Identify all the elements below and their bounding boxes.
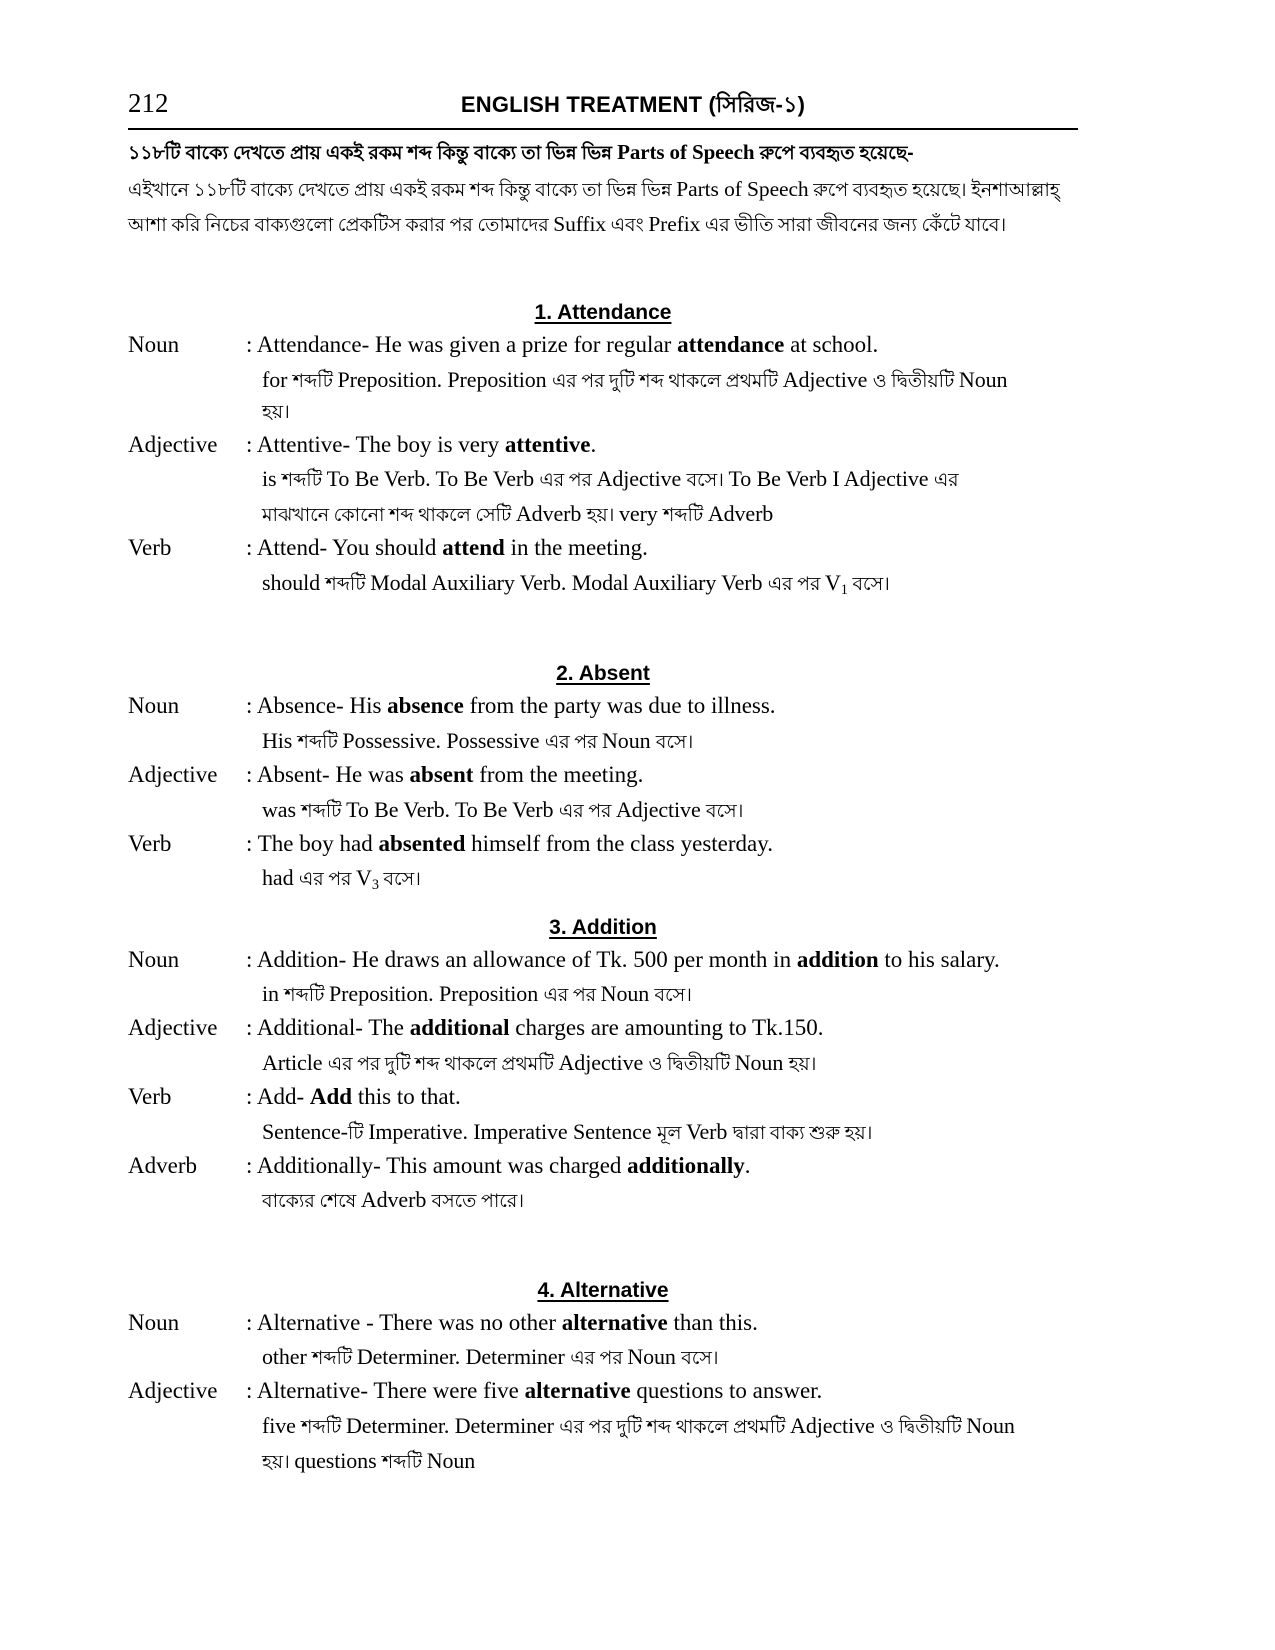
pos-label: Adjective [128,1015,218,1041]
rule-text-bn: শব্দটি [312,1348,357,1370]
grammar-rule-line [262,976,1078,1011]
rule-text-bn: বসে। [655,731,694,753]
pos-entry [128,532,1078,601]
rule-text-en: To Be Verb. To Be Verb [346,796,559,822]
rule-text-bn: শব্দটি [292,371,338,393]
rule-text-en: very [619,501,664,527]
rule-text-bn: বসে। [706,800,744,822]
sentence-prefix: : Absent- He was [246,762,410,787]
pos-entry-row [128,1307,1078,1340]
intro-line1-b: রুপে ব্যবহৃত হয়েছে। ইনশাআল্লাহ্ [808,179,1060,201]
rule-text-bn: বসে। [681,1348,719,1370]
sentence-keyword: absent [409,762,474,787]
section-title: 1. Attendance [534,301,672,325]
section-spacer [128,898,1078,910]
grammar-rule-line [262,496,1078,531]
pos-entry [128,329,1078,427]
pos-entry-row [128,690,1078,723]
verb-form-token [824,570,848,599]
rule-text-en: had [262,865,299,891]
intro-paragraph [128,172,1078,242]
grammar-rule-line [262,1443,1078,1478]
rule-text-en: Preposition. Preposition [329,981,544,1007]
rule-text-bn: এর পর [544,731,603,753]
rule-text-en: To Be Verb I Adjective [728,466,934,492]
rule-text-en: Determiner. Determiner [356,1344,571,1370]
lead-heading [128,139,1078,166]
rule-text-en: for [262,367,293,393]
example-sentence [246,690,1078,723]
grammar-rule-line [262,723,1078,758]
pos-entry [128,1150,1078,1218]
example-sentence [246,759,1078,792]
pos-entry-row [128,944,1078,977]
example-sentence [246,1307,1078,1340]
rule-text-en: Noun [426,1448,476,1474]
grammar-rule-line [262,565,1078,601]
rule-text-en: Preposition. Preposition [337,367,552,393]
sentence-suffix: to his salary. [878,946,1000,972]
rule-text-en: Sentence- [262,1118,348,1144]
sentence-keyword: attend [442,535,505,561]
intro-line1-a: এইখানে ১১৮টি বাক্যে দেখতে প্রায় একই রকম শব্দ কিন্তু বাক্যে তা ভিন্ন ভিন্ন [128,179,677,201]
rule-text-bn: এর পর দুটি শব্দ থাকলে প্রথমটি [559,1416,791,1438]
rule-text-bn: বসতে পারে। [431,1191,524,1213]
pos-label: Verb [128,830,172,856]
rule-text-en: Adjective [790,1412,881,1438]
rule-text-bn: হয়। [586,505,619,527]
rule-text-bn: এর পর [543,985,601,1007]
sentence-prefix: : Alternative- There were five [246,1378,525,1404]
rule-text-en: Adjective [596,466,687,492]
rule-text-en: Modal Auxiliary Verb. Modal Auxiliary Verb [370,570,768,596]
rule-text-bn: শব্দটি [281,470,327,492]
rule-text-bn: হয়। [262,402,290,424]
rule-text-bn: এর [933,470,959,492]
rule-text-bn: বসে। [686,470,729,492]
rule-text-en: Noun [627,1344,682,1370]
rule-text-en: Adjective [782,367,873,393]
rule-text-bn: ও দ্বিতীয়টি [648,1053,735,1075]
pos-entry [128,429,1078,532]
rule-text-bn: এর পর দুটি শব্দ থাকলে প্রথমটি [327,1053,559,1075]
intro-prefix-term: Prefix [648,211,701,236]
rule-text-bn: শব্দটি [301,1416,346,1438]
book-title-bn: (সিরিজ-১) [708,92,806,117]
rule-text-bn: টি [347,1122,369,1144]
example-sentence [246,828,1078,861]
rule-text-bn: ও দ্বিতীয়টি [872,371,959,393]
pos-label: Noun [128,693,180,719]
verb-form-letter: V [824,570,841,596]
pos-entry [128,690,1078,758]
grammar-rule-line [262,1339,1078,1374]
verb-form-letter: V [356,865,372,891]
section-title: 2. Absent [556,662,650,686]
intro-line1-term: Parts of Speech [676,176,809,201]
rule-text-en: Noun [734,1049,789,1075]
rule-text-en: Noun [602,727,656,753]
pos-entry-row [128,1012,1078,1045]
word-section [128,1279,1078,1479]
intro-line2-c: এর ভীতি সারা জীবনের জন্য কেঁটে যাবে। [700,214,1007,236]
sentence-keyword: addition [796,946,879,972]
sentence-prefix: : Add- [246,1084,310,1110]
grammar-rule-line [262,792,1078,827]
pos-entry-row [128,532,1078,565]
page-content [128,88,1078,1479]
sentence-keyword: attentive [504,431,591,457]
sections-container [128,241,1078,1478]
sentence-suffix: at school. [784,332,879,358]
rule-text-bn: বসে। [847,574,890,596]
word-section [128,916,1078,1218]
sentence-keyword: Add [309,1084,353,1110]
pos-entry-row [128,1150,1078,1183]
rule-text-en: Adjective [558,1049,649,1075]
pos-entry-row [128,1375,1078,1408]
pos-label: Adjective [128,762,218,787]
rule-text-bn: এর পর [570,1348,628,1370]
pos-entry-row [128,429,1078,462]
rule-text-en: To Be Verb. To Be Verb [326,466,540,492]
rule-text-bn: শব্দটি [284,985,330,1007]
rule-text-en: Article [262,1049,328,1075]
example-sentence [246,1375,1078,1408]
pos-label: Verb [128,1084,172,1110]
lead-term: Parts of Speech [617,140,755,164]
rule-text-en: Adverb [360,1187,432,1213]
rule-text-bn: মূল [656,1122,687,1144]
rule-text-bn: শব্দটি [325,574,371,596]
rule-text-bn: বাক্যের শেষে [262,1191,361,1213]
lead-bn-before: ১১৮টি বাক্যে দেখতে প্রায় একই রকম শব্দ কিন্তু বাক্যে তা ভিন্ন ভিন্ন [128,143,618,164]
pos-entry [128,944,1078,1012]
rule-text-en: Noun [600,981,655,1007]
pos-entry [128,828,1078,897]
section-spacer [128,602,1078,656]
grammar-rule-line [262,461,1078,496]
pos-label: Adjective [128,431,218,457]
sentence-suffix: from the party was due to illness. [463,693,776,719]
intro-line2-a: আশা করি নিচের বাক্যগুলো প্রেকটিস করার পর তোমাদের [128,214,554,236]
pos-entry-row [128,759,1078,792]
sentence-prefix: : The boy had [246,830,379,856]
pos-label: Noun [128,1309,180,1335]
sentence-suffix: from the meeting. [473,762,644,787]
rule-text-bn: মাঝখানে কোনো শব্দ থাকলে সেটি [262,505,516,527]
header-divider [128,128,1078,130]
example-sentence [246,1150,1078,1183]
sentence-prefix: : Additional- The [246,1015,410,1041]
page-number: 212 [128,88,169,118]
grammar-rule-line [262,362,1078,397]
rule-text-en: Imperative. Imperative Sentence [368,1118,657,1144]
word-section [128,662,1078,896]
sentence-suffix: charges are amounting to Tk.150. [509,1015,824,1041]
rule-text-bn: এর পর [539,470,597,492]
pos-entry [128,1012,1078,1080]
rule-text-en: other [262,1344,313,1370]
pos-label: Adjective [128,1378,218,1404]
pos-label: Adverb [128,1152,197,1178]
rule-text-en: was [262,796,302,822]
lead-bn-after: রুপে ব্যবহৃত হয়েছে- [754,143,914,164]
sentence-keyword: additionally [627,1152,745,1178]
grammar-rule-line [262,1408,1078,1443]
rule-text-en: His [262,727,298,753]
example-sentence [246,1012,1078,1045]
sentence-keyword: absented [378,830,466,856]
rule-text-en: Noun [958,367,1008,393]
section-title: 4. Alternative [537,1278,669,1302]
rule-text-bn: ও দ্বিতীয়টি [880,1416,967,1438]
grammar-rule-line [262,860,1078,896]
pos-entry-row [128,329,1078,362]
pos-entry [128,1307,1078,1375]
rule-text-en: Possessive. Possessive [342,727,545,753]
sentence-suffix: questions to answer. [630,1378,823,1404]
rule-text-bn: এর পর [767,574,825,596]
rule-text-en: Noun [966,1412,1015,1438]
sentence-suffix: . [590,431,597,457]
rule-text-bn: হয়। [788,1053,817,1075]
sentence-prefix: : Attend- You should [246,535,443,561]
sentence-prefix: : Addition- He draws an allowance of Tk. 500 per month in [246,946,797,972]
rule-text-bn: শব্দটি [301,800,347,822]
sentence-keyword: alternative [524,1378,631,1404]
intro-suffix-term: Suffix [553,211,606,236]
sentence-suffix: in the meeting. [504,535,648,561]
grammar-rule-line [262,1045,1078,1080]
sentence-suffix: . [744,1152,751,1178]
book-title [188,88,1078,125]
sentence-suffix: this to that. [352,1084,461,1110]
pos-entry [128,1375,1078,1478]
sentence-keyword: attendance [677,332,785,358]
section-title: 3. Addition [549,915,657,939]
rule-text-en: Adjective [616,796,707,822]
rule-text-bn: এর পর দুটি শব্দ থাকলে প্রথমটি [551,371,783,393]
rule-text-bn: শব্দটি [381,1452,427,1474]
example-sentence [246,944,1078,977]
rule-text-bn: শব্দটি [663,505,708,527]
rule-text-en: Determiner. Determiner [345,1412,560,1438]
pos-entry [128,1081,1078,1149]
rule-text-en: Verb [686,1118,733,1144]
sentence-keyword: additional [409,1015,510,1041]
page-header [128,88,1078,124]
section-spacer [128,241,1078,295]
rule-text-en: should [262,570,326,596]
pos-label: Noun [128,332,180,358]
sentence-prefix: : Attendance- He was given a prize for regular [246,332,678,358]
rule-text-bn: বসে। [654,985,692,1007]
grammar-rule-line [262,397,1078,427]
grammar-rule-line [262,1182,1078,1217]
example-sentence [246,329,1078,362]
verb-form-token [356,865,379,894]
example-sentence [246,532,1078,565]
pos-entry-row [128,1081,1078,1114]
rule-text-en: Adverb [707,501,774,527]
rule-text-en: is [262,466,282,492]
sentence-keyword: absence [387,693,464,719]
sentence-suffix: than this. [667,1309,758,1335]
grammar-rule-line [262,1114,1078,1149]
rule-text-en: five [262,1412,302,1438]
rule-text-bn: এর পর [558,800,616,822]
rule-text-en: Adverb [515,501,587,527]
sentence-prefix: : Absence- His [246,693,388,719]
example-sentence [246,1081,1078,1114]
verb-form-index: 1 [840,582,848,599]
pos-entry [128,759,1078,827]
sentence-suffix: himself from the class yesterday. [465,830,773,856]
sentence-prefix: : Attentive- The boy is very [246,431,505,457]
rule-text-en: in [262,981,285,1007]
rule-text-bn: এর পর [298,869,357,891]
pos-entry-row [128,828,1078,861]
book-title-en: ENGLISH TREATMENT [460,92,703,117]
pos-label: Noun [128,946,180,972]
word-section [128,301,1078,601]
section-spacer [128,1219,1078,1273]
rule-text-bn: হয়। [262,1452,295,1474]
example-sentence [246,429,1078,462]
sentence-prefix: : Additionally- This amount was charged [246,1152,628,1178]
pos-label: Verb [128,535,172,561]
verb-form-index: 3 [371,877,379,894]
intro-line2-b: এবং [606,214,649,236]
rule-text-en: questions [294,1448,382,1474]
rule-text-bn: বসে। [378,869,421,891]
rule-text-bn: শব্দটি [297,731,343,753]
rule-text-bn: দ্বারা বাক্য শুরু হয়। [732,1122,873,1144]
sentence-keyword: alternative [561,1309,668,1335]
sentence-prefix: : Alternative - There was no other [246,1309,562,1335]
